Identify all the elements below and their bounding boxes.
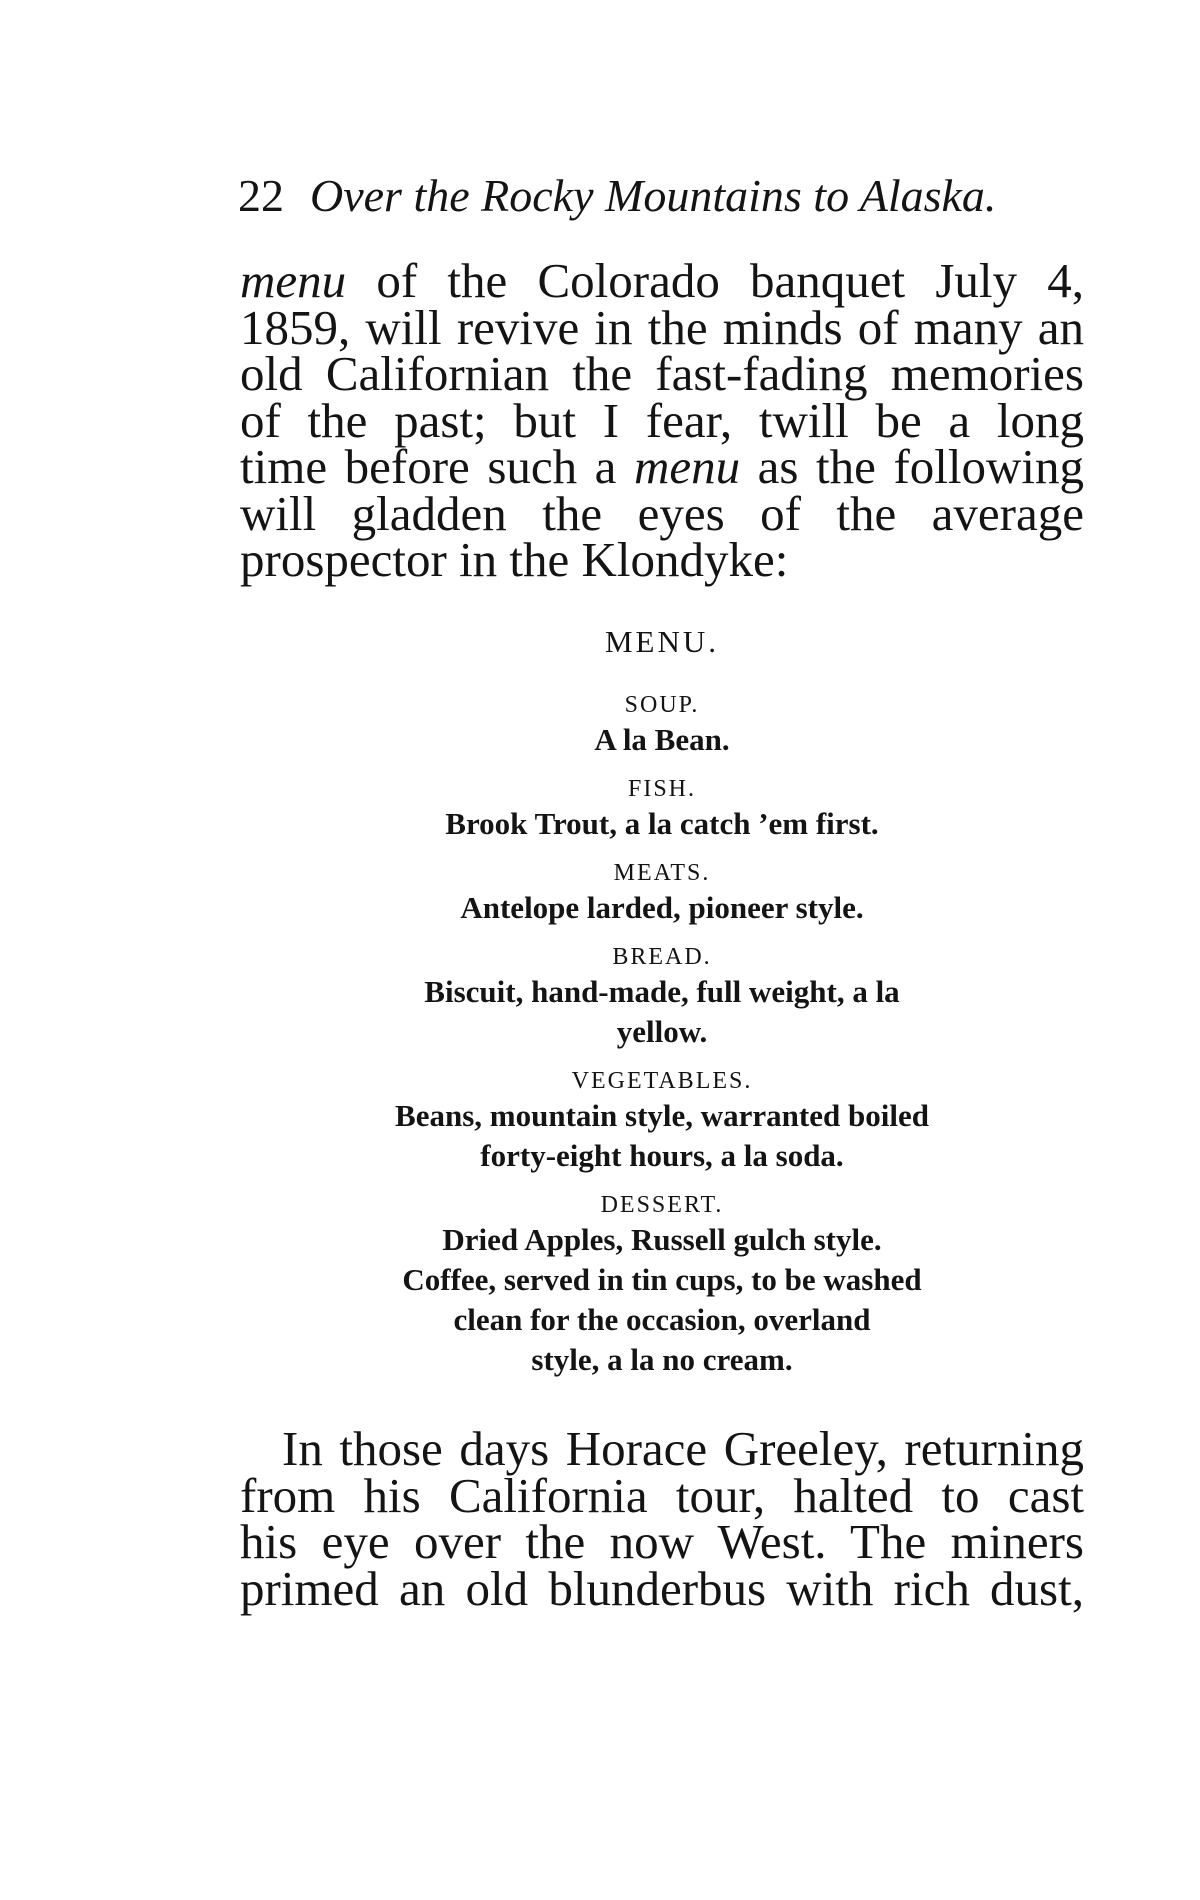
paragraph-line: his eye over the now West. The miners bbox=[240, 1514, 1084, 1569]
emphasized-word: menu bbox=[633, 439, 741, 494]
course-heading: DESSERT. bbox=[600, 1192, 724, 1218]
course-item: Beans, mountain style, warranted boiled bbox=[395, 1098, 929, 1133]
course-heading: SOUP. bbox=[624, 692, 700, 718]
paragraph-line bbox=[240, 439, 1084, 494]
course-heading: FISH. bbox=[627, 776, 697, 802]
paragraph-line: 1859, will revive in the minds of many an bbox=[240, 299, 1084, 355]
closing-paragraph bbox=[240, 1421, 1084, 1616]
course-item: yellow. bbox=[616, 1014, 708, 1049]
course-item: A la Bean. bbox=[594, 722, 730, 757]
line-text: time before such a bbox=[240, 439, 617, 494]
paragraph-line: primed an old blunderbus with rich dust, bbox=[240, 1560, 1084, 1616]
line-text: as the following bbox=[757, 439, 1084, 494]
course-heading: BREAD. bbox=[612, 944, 712, 970]
menu-title: MENU. bbox=[604, 624, 720, 659]
course-item: clean for the occasion, overland bbox=[453, 1302, 871, 1337]
course-heading: VEGETABLES. bbox=[571, 1068, 753, 1094]
banquet-menu bbox=[240, 622, 1084, 1380]
paragraph-line: prospector in the Klondyke: bbox=[240, 532, 789, 587]
paragraph-line: In those days Horace Greeley, returning bbox=[282, 1421, 1084, 1476]
course-item: Coffee, served in tin cups, to be washed bbox=[402, 1262, 922, 1297]
intro-paragraph bbox=[240, 253, 1084, 587]
course-item: Antelope larded, pioneer style. bbox=[460, 890, 864, 925]
course-heading: MEATS. bbox=[613, 860, 711, 886]
paragraph-line: will gladden the eyes of the average bbox=[240, 485, 1084, 541]
paragraph-line bbox=[240, 253, 1084, 308]
paragraph-line: from his California tour, halted to cast bbox=[240, 1467, 1084, 1523]
course-item: Brook Trout, a la catch ’em first. bbox=[445, 806, 879, 841]
course-item: forty-eight hours, a la soda. bbox=[480, 1138, 844, 1173]
page-number: 22 bbox=[238, 170, 284, 221]
course-item: Biscuit, hand-made, full weight, a la bbox=[424, 974, 900, 1009]
running-head bbox=[238, 168, 1098, 224]
line-text: of the Colorado banquet July 4, bbox=[376, 253, 1084, 308]
course-item: Dried Apples, Russell gulch style. bbox=[442, 1222, 882, 1257]
book-title: Over the Rocky Mountains to Alaska. bbox=[310, 170, 997, 221]
paragraph-line: of the past; but I fear, twill be a long bbox=[240, 392, 1084, 448]
emphasized-word: menu bbox=[240, 253, 347, 308]
course-item: style, a la no cream. bbox=[531, 1342, 793, 1377]
paragraph-line: old Californian the fast-fading memories bbox=[240, 346, 1084, 401]
